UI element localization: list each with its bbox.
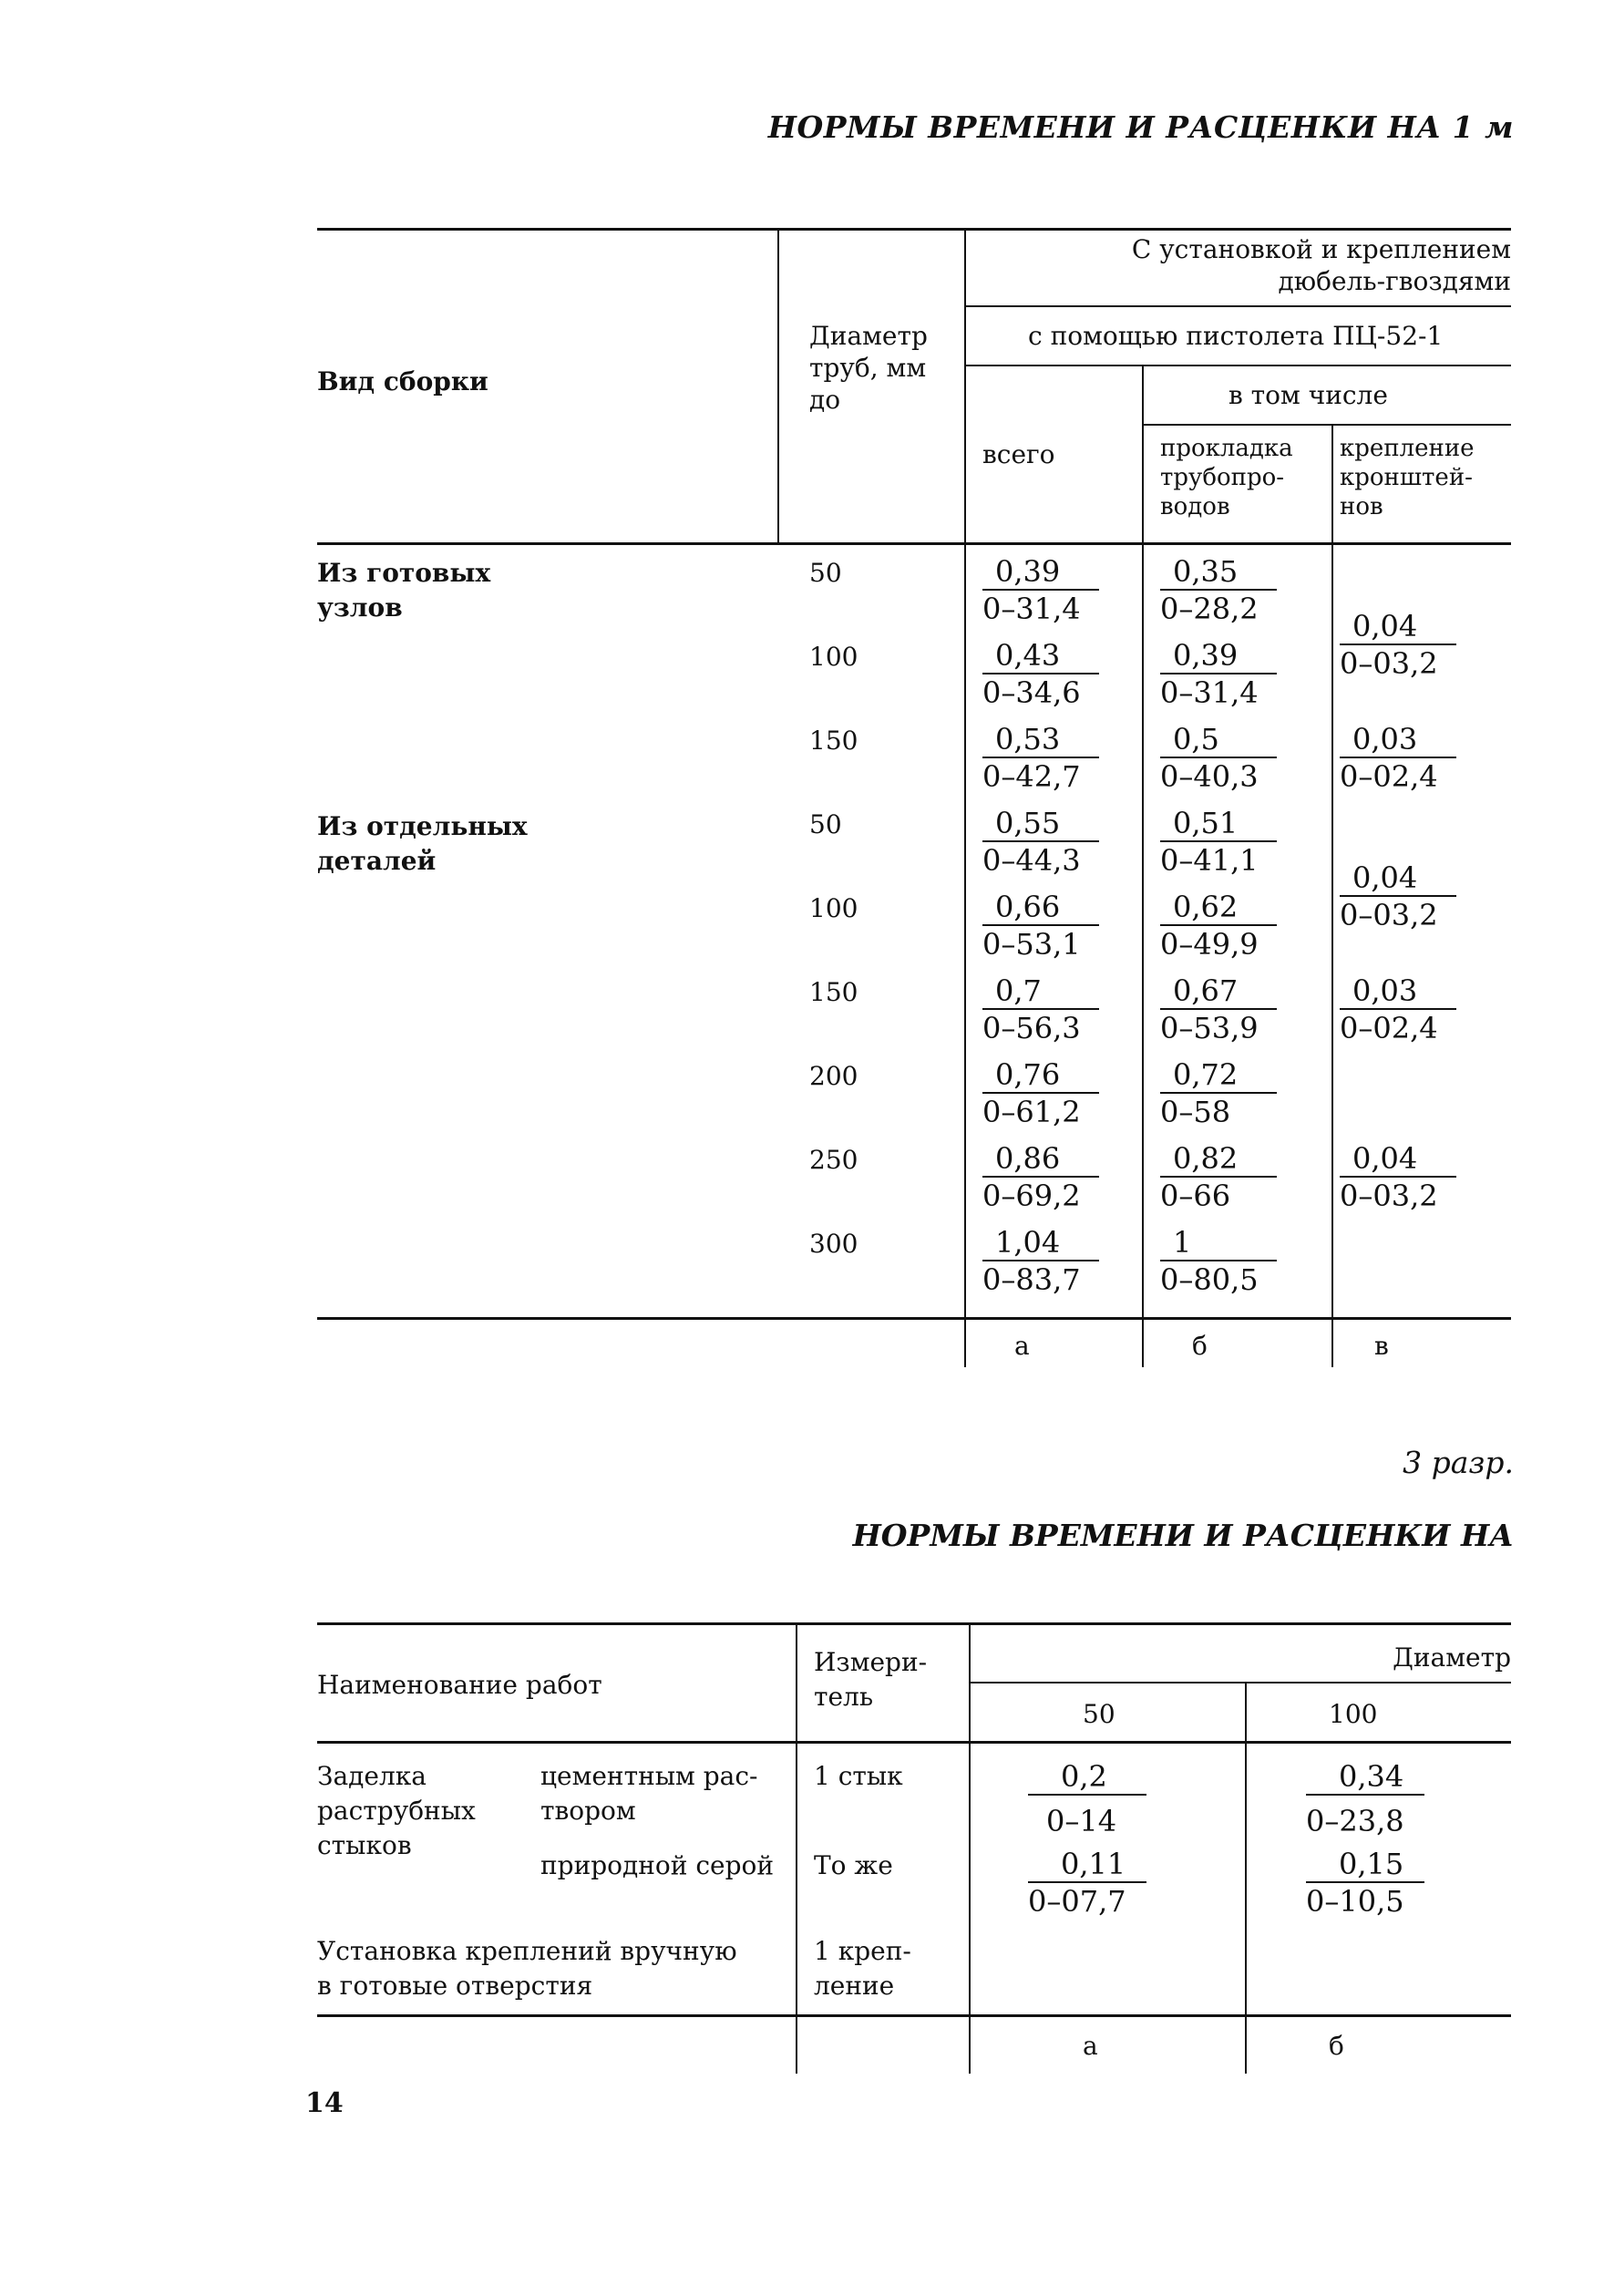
table2-col-rule-1 xyxy=(796,1622,797,2074)
table2-column-code-a: а xyxy=(1083,2031,1098,2061)
diameter-cell: 300 xyxy=(809,1229,858,1259)
diameter-cell: 200 xyxy=(809,1061,858,1091)
joint-label-1: Заделка xyxy=(317,1761,427,1791)
total-fraction: $\frac{0,86}{0-69,2}$ xyxy=(982,1141,1099,1212)
diameter-cell: 150 xyxy=(809,977,858,1007)
header-unit-2: тель xyxy=(814,1682,874,1712)
sulfur-50-fraction: $\frac{0,11}{0-07,7}$ xyxy=(1028,1847,1146,1918)
column-code-a: а xyxy=(1014,1331,1030,1361)
sulfur-label: природной серой xyxy=(540,1850,775,1880)
total-fraction: $\frac{0,76}{0-61,2}$ xyxy=(982,1057,1099,1128)
bracket-fraction: $\frac{0,04}{0-03,2}$ xyxy=(1340,609,1456,680)
header-pipe-laying-2: трубопро- xyxy=(1160,464,1285,491)
table2-rule-diameter xyxy=(969,1682,1511,1683)
header-including: в том числе xyxy=(1228,380,1388,410)
total-fraction: $\frac{0,43}{0-34,6}$ xyxy=(982,638,1099,709)
cement-100-fraction: $\frac{0,34}{0-23,8}$ xyxy=(1306,1759,1424,1838)
fasteners-unit-2: ление xyxy=(814,1971,895,2001)
bracket-fraction: $\frac{0,04}{0-03,2}$ xyxy=(1340,1141,1456,1212)
sulfur-unit: То же xyxy=(814,1850,893,1880)
norms-table-2 xyxy=(317,1622,1511,2078)
total-fraction: $\frac{1,04}{0-83,7}$ xyxy=(982,1225,1099,1296)
table1-rule-pistol xyxy=(964,305,1511,307)
header-diameter-line-3: до xyxy=(809,385,841,415)
header-install-group-line-1: С установкой и креплением xyxy=(1131,234,1511,264)
table2-header-bottom-rule xyxy=(317,1741,1511,1744)
pipe-fraction: $\frac{1}{0-80,5}$ xyxy=(1160,1225,1277,1296)
table1-col-rule-2 xyxy=(964,228,966,1367)
pipe-fraction: $\frac{0,5}{0-40,3}$ xyxy=(1160,722,1277,793)
pipe-fraction: $\frac{0,72}{0-58}$ xyxy=(1160,1057,1277,1128)
header-assembly-type: Вид сборки xyxy=(317,366,488,396)
pipe-fraction: $\frac{0,39}{0-31,4}$ xyxy=(1160,638,1277,709)
group-label-ready-2: узлов xyxy=(317,592,403,623)
total-fraction: $\frac{0,7}{0-56,3}$ xyxy=(982,973,1099,1045)
bracket-fraction: $\frac{0,03}{0-02,4}$ xyxy=(1340,722,1456,793)
diameter-cell: 50 xyxy=(809,809,842,839)
total-fraction: $\frac{0,55}{0-44,3}$ xyxy=(982,806,1099,877)
pipe-fraction: $\frac{0,62}{0-49,9}$ xyxy=(1160,890,1277,961)
total-fraction: $\frac{0,66}{0-53,1}$ xyxy=(982,890,1099,961)
pipe-fraction: $\frac{0,67}{0-53,9}$ xyxy=(1160,973,1277,1045)
column-code-b: б xyxy=(1192,1331,1208,1361)
header-total: всего xyxy=(982,439,1055,469)
diameter-cell: 250 xyxy=(809,1145,858,1175)
diameter-cell: 100 xyxy=(809,893,858,923)
total-fraction: $\frac{0,53}{0-42,7}$ xyxy=(982,722,1099,793)
joint-label-2: раструбных xyxy=(317,1796,476,1826)
header-diameter-50: 50 xyxy=(1083,1699,1115,1729)
sulfur-100-fraction: $\frac{0,15}{0-10,5}$ xyxy=(1306,1847,1424,1918)
diameter-cell: 50 xyxy=(809,558,842,588)
table1-rule-sub xyxy=(1142,424,1511,426)
header-bracket-3: нов xyxy=(1340,493,1383,520)
pipe-fraction: $\frac{0,35}{0-28,2}$ xyxy=(1160,554,1277,625)
header-work-name: Наименование работ xyxy=(317,1670,602,1700)
table1-rule-including xyxy=(964,365,1511,366)
header-pipe-laying-1: прокладка xyxy=(1160,435,1293,462)
pipe-fraction: $\frac{0,51}{0-41,1}$ xyxy=(1160,806,1277,877)
table1-col-rule-4 xyxy=(1331,424,1333,1367)
section-title: НОРМЫ ВРЕМЕНИ И РАСЦЕНКИ НА xyxy=(852,1518,1514,1553)
fasteners-label-2: в готовые отверстия xyxy=(317,1971,593,2001)
page-header: НОРМЫ ВРЕМЕНИ И РАСЦЕНКИ НА 1 м xyxy=(767,109,1514,145)
table2-col-rule-3 xyxy=(1245,1682,1247,2074)
header-pipe-laying-3: водов xyxy=(1160,493,1230,520)
table1-top-rule xyxy=(317,228,1511,231)
diameter-cell: 150 xyxy=(809,726,858,756)
group-label-separate-1: Из отдельных xyxy=(317,811,528,841)
norms-table-1 xyxy=(317,228,1511,1376)
group-label-separate-2: деталей xyxy=(317,846,437,876)
joint-label-3: стыков xyxy=(317,1830,412,1860)
fasteners-unit-1: 1 креп- xyxy=(814,1936,911,1966)
diameter-cell: 100 xyxy=(809,642,858,672)
cement-label-1: цементным рас- xyxy=(540,1761,758,1791)
page-number: 14 xyxy=(305,2087,344,2119)
bracket-fraction: $\frac{0,04}{0-03,2}$ xyxy=(1340,860,1456,932)
pipe-fraction: $\frac{0,82}{0-66}$ xyxy=(1160,1141,1277,1212)
header-install-group-line-2: дюбель-гвоздями xyxy=(1278,266,1511,296)
table2-top-rule xyxy=(317,1622,1511,1625)
header-bracket-2: кронштей- xyxy=(1340,464,1473,491)
cement-50-fraction: $\frac{0,2}{0-14}$ xyxy=(1028,1759,1146,1838)
bracket-fraction: $\frac{0,03}{0-02,4}$ xyxy=(1340,973,1456,1045)
header-pistol: с помощью пистолета ПЦ-52-1 xyxy=(1028,321,1444,351)
header-diameter-line-1: Диаметр xyxy=(809,321,928,351)
table2-bottom-rule xyxy=(317,2014,1511,2017)
section-rank: 3 разр. xyxy=(1403,1445,1514,1480)
header-unit-1: Измери- xyxy=(814,1647,928,1677)
header-diameter: Диаметр xyxy=(1393,1642,1511,1673)
group-label-ready-1: Из готовых xyxy=(317,558,491,588)
fasteners-label-1: Установка креплений вручную xyxy=(317,1936,737,1966)
cement-unit: 1 стык xyxy=(814,1761,903,1791)
table1-col-rule-1 xyxy=(777,228,779,542)
header-diameter-100: 100 xyxy=(1329,1699,1378,1729)
header-bracket-1: крепление xyxy=(1340,435,1475,462)
table2-col-rule-2 xyxy=(969,1622,971,2074)
total-fraction: $\frac{0,39}{0-31,4}$ xyxy=(982,554,1099,625)
column-code-v: в xyxy=(1374,1331,1389,1361)
cement-label-2: твором xyxy=(540,1796,636,1826)
table1-col-rule-3 xyxy=(1142,365,1144,1367)
header-diameter-line-2: труб, мм xyxy=(809,353,927,383)
table2-column-code-b: б xyxy=(1329,2031,1344,2061)
